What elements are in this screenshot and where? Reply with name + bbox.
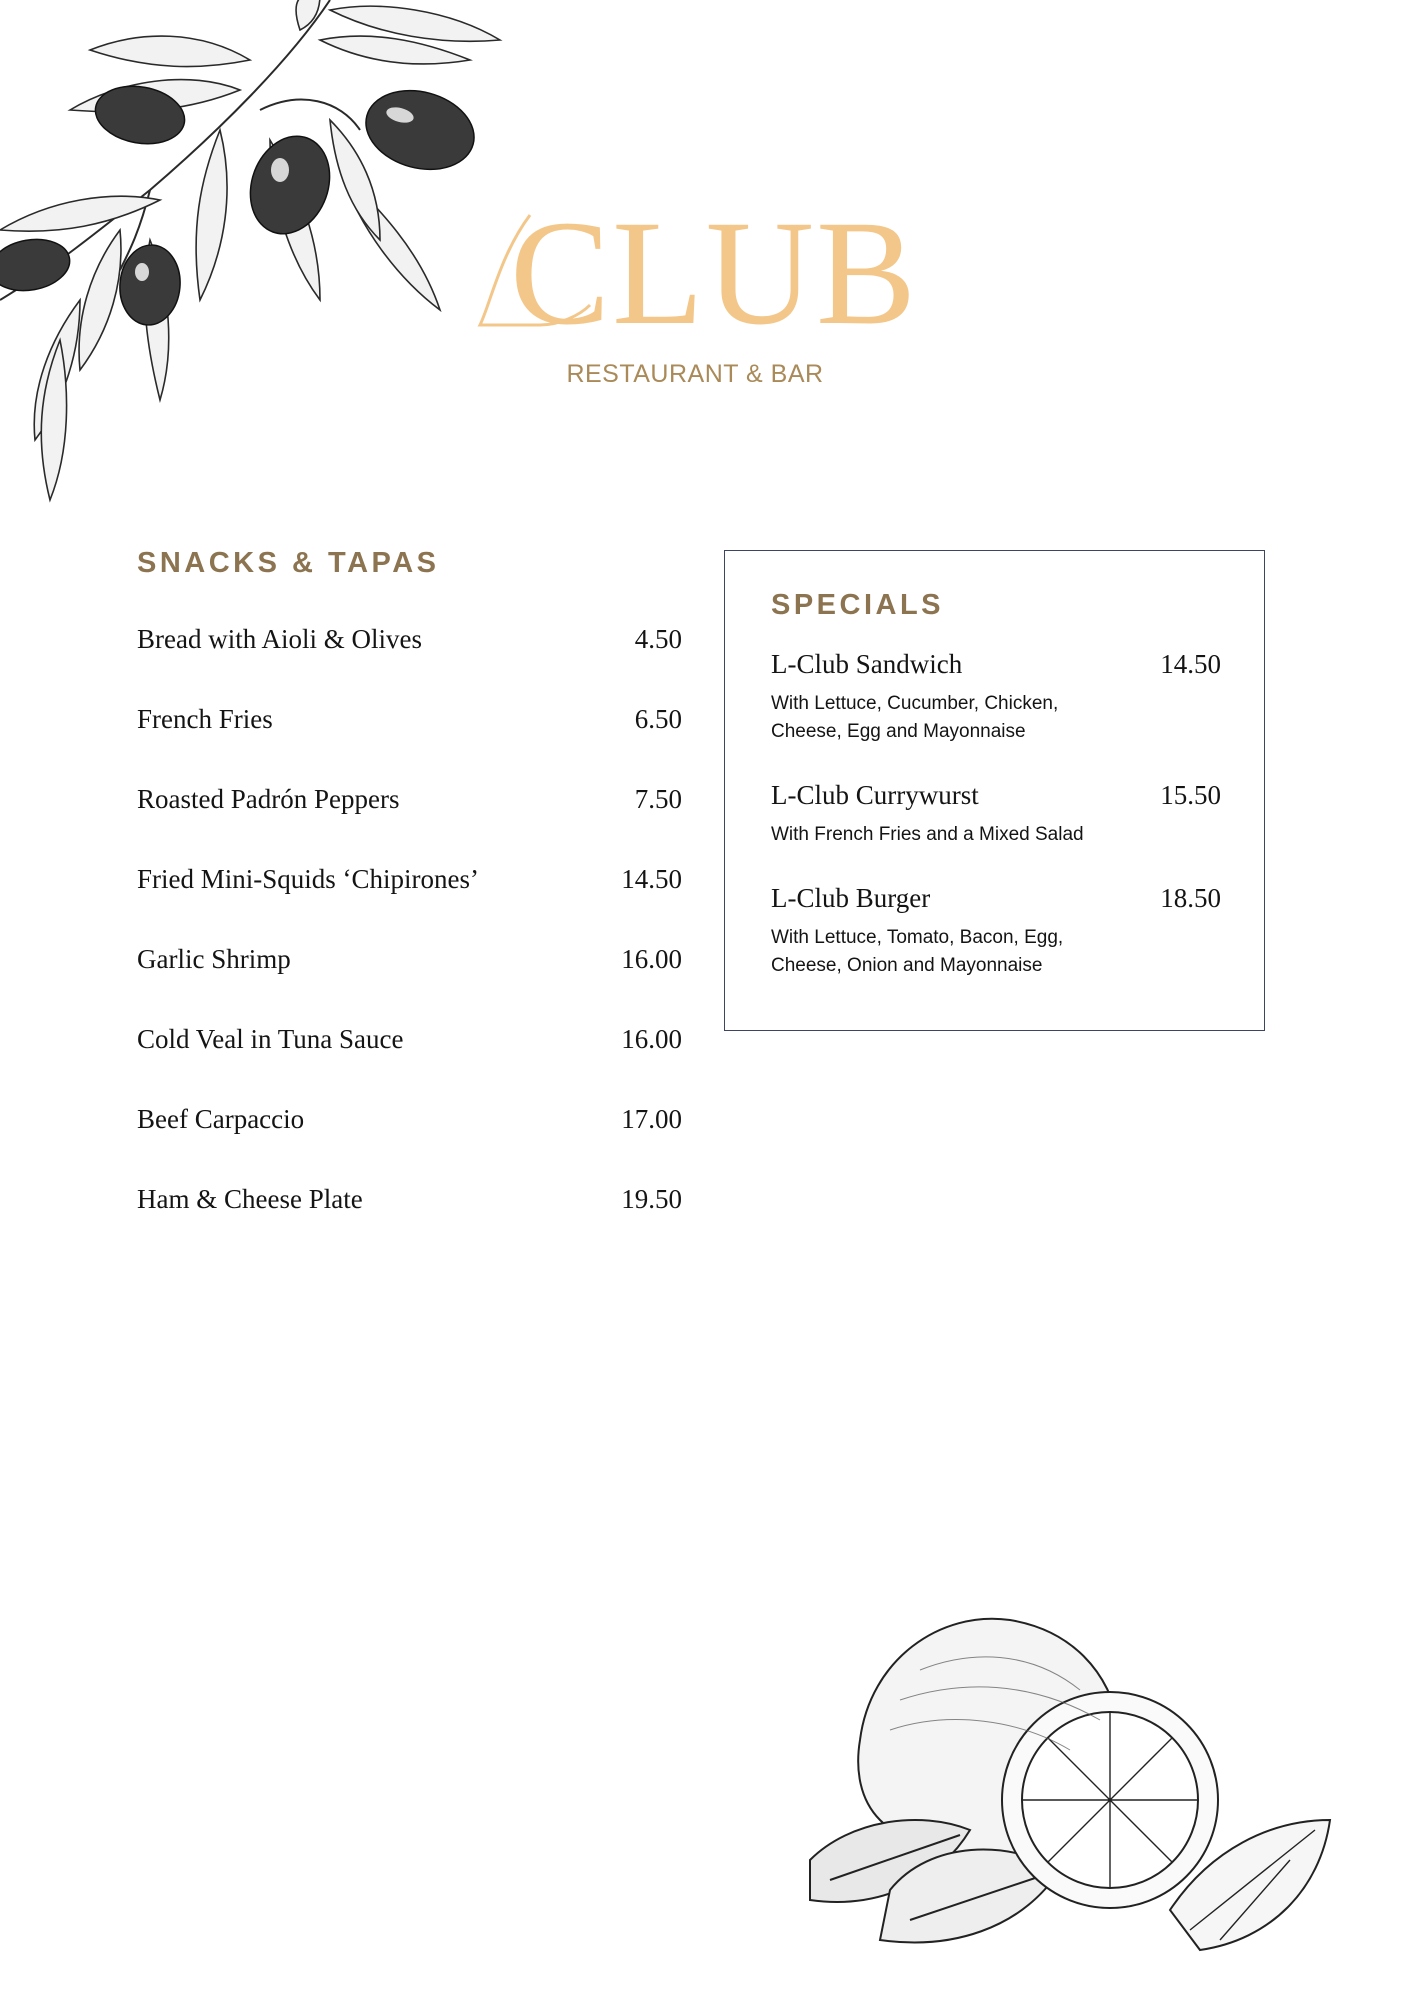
special-item-name: L-Club Sandwich [771,649,963,679]
menu-item [137,1104,682,1184]
menu-item [137,784,682,864]
special-item-price: 14.50 [1160,649,1221,679]
special-item-name: L-Club Currywurst [771,780,979,810]
menu-item-name: French Fries [137,704,273,734]
specials-box [724,550,1265,1031]
special-item-price: 15.50 [1160,780,1221,810]
menu-item-name: Fried Mini-Squids ‘Chipirones’ [137,864,479,894]
snacks-heading: SNACKS & TAPAS [137,547,440,579]
menu-item-price: 7.50 [634,784,682,814]
logo-word: CLUB [510,190,919,356]
special-item [771,883,1221,980]
menu-item-name: Garlic Shrimp [137,944,291,974]
special-item-price: 18.50 [1160,883,1221,913]
menu-item-name: Ham & Cheese Plate [137,1184,363,1214]
menu-item [137,944,682,1024]
menu-item-name: Bread with Aioli & Olives [137,624,422,654]
menu-item [137,1184,682,1264]
restaurant-subtitle: RESTAURANT & BAR [566,360,824,388]
special-item-description: With Lettuce, Cucumber, Chicken, Cheese, Egg and Mayonnaise [771,693,1059,742]
special-item-description: With French Fries and a Mixed Salad [771,824,1084,845]
menu-item-price: 16.00 [621,944,682,974]
special-item-name: L-Club Burger [771,883,931,913]
logo [470,190,920,356]
special-item [771,649,1221,746]
snacks-list [137,624,682,1264]
menu-item-price: 19.50 [621,1184,682,1214]
menu-item [137,864,682,944]
olive-branch-icon [0,0,540,510]
special-item-description: With Lettuce, Tomato, Bacon, Egg, Cheese, Onion and Mayonnaise [771,927,1064,976]
menu-item [137,624,682,704]
menu-item-name: Beef Carpaccio [137,1104,305,1134]
special-item [771,780,1221,849]
menu-item-price: 4.50 [634,624,682,654]
menu-item-price: 6.50 [634,704,682,734]
menu-item-price: 17.00 [621,1104,682,1134]
specials-list [771,649,1221,1014]
menu-item-name: Roasted Padrón Peppers [137,784,400,814]
menu-item [137,1024,682,1104]
specials-heading: SPECIALS [771,589,945,621]
menu-item [137,704,682,784]
lemon-icon [770,1590,1350,1970]
menu-item-price: 14.50 [621,864,682,894]
menu-item-price: 16.00 [621,1024,682,1054]
menu-item-name: Cold Veal in Tuna Sauce [137,1024,404,1054]
